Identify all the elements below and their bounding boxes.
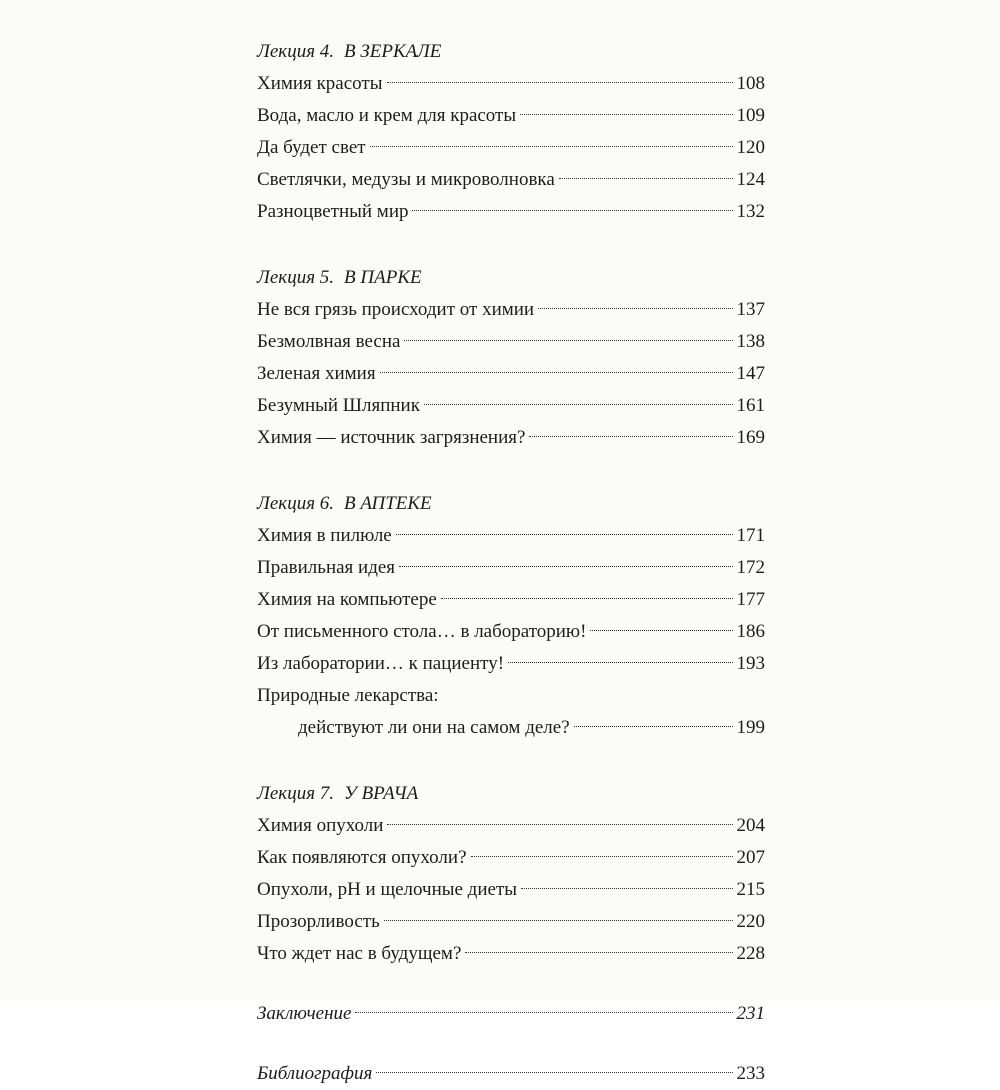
entry-title-continuation: действуют ли они на самом деле? [298,717,570,738]
toc-entry-conclusion [257,998,765,1030]
conclusion-title: Заключение [257,1003,352,1024]
section-spacer [257,228,765,262]
entry-page: 137 [736,299,765,320]
dot-leader [355,1012,732,1013]
entry-page: 147 [736,363,765,384]
lecture-heading [257,36,765,68]
toc-entry [257,196,765,228]
conclusion-page: 231 [736,1003,765,1024]
toc-entry [257,680,765,712]
entry-title: От письменного стола… в лабораторию! [257,621,587,642]
entry-page: 161 [736,395,765,416]
bibliography-title: Библиография [257,1063,373,1084]
lecture-title: У ВРАЧА [344,783,419,804]
dot-leader [412,210,732,211]
toc-entry [257,100,765,132]
dot-leader [574,726,733,727]
dot-leader [538,308,732,309]
entry-title: Из лаборатории… к пациенту! [257,653,505,674]
lecture-title: В ПАРКЕ [344,267,422,288]
toc-entry-bibliography [257,1058,765,1090]
entry-page: 109 [736,105,765,126]
toc-entry [257,422,765,454]
entry-title: Как появляются опухоли? [257,847,467,868]
toc-entry [257,390,765,422]
toc-entry [257,938,765,970]
toc-entry [257,616,765,648]
lecture-number: Лекция 4. [257,41,335,62]
entry-page: 220 [736,911,765,932]
entry-page: 207 [736,847,765,868]
lecture-section [257,262,765,454]
entry-page: 120 [736,137,765,158]
lecture-section [257,778,765,970]
entry-page: 199 [736,717,765,738]
section-spacer [257,970,765,998]
entry-title: Опухоли, pH и щелочные диеты [257,879,518,900]
dot-leader [471,856,733,857]
lecture-heading [257,778,765,810]
lecture-title: В АПТЕКЕ [344,493,432,514]
toc-entry [257,648,765,680]
toc-entry [257,164,765,196]
entry-title: Химия красоты [257,73,383,94]
entry-title: Разноцветный мир [257,201,409,222]
entry-page: 193 [736,653,765,674]
toc-entry [257,842,765,874]
dot-leader [376,1072,732,1073]
dot-leader [521,888,732,889]
dot-leader [520,114,732,115]
section-spacer [257,744,765,778]
lecture-title: В ЗЕРКАЛЕ [344,41,442,62]
entry-title: Да будет свет [257,137,366,158]
dot-leader [424,404,733,405]
dot-leader [370,146,733,147]
dot-leader [441,598,733,599]
entry-page: 228 [736,943,765,964]
dot-leader [399,566,732,567]
toc-entry [257,552,765,584]
dot-leader [590,630,732,631]
entry-title: Не вся грязь происходит от химии [257,299,535,320]
entry-page: 186 [736,621,765,642]
entry-page: 132 [736,201,765,222]
section-spacer [257,454,765,488]
lecture-number: Лекция 7. [257,783,335,804]
lecture-number: Лекция 5. [257,267,335,288]
toc-entry [257,132,765,164]
dot-leader [387,824,732,825]
dot-leader [465,952,732,953]
entry-page: 172 [736,557,765,578]
entry-title: Безумный Шляпник [257,395,420,416]
toc-entry [257,294,765,326]
entry-title: Природные лекарства: [257,685,439,706]
entry-title: Прозорливость [257,911,380,932]
toc-entry [257,68,765,100]
entry-title: Светлячки, медузы и микроволновка [257,169,555,190]
entry-page: 177 [736,589,765,610]
dot-leader [380,372,733,373]
toc-entry [257,326,765,358]
entry-title: Химия — источник загрязнения? [257,427,526,448]
lecture-heading [257,488,765,520]
dot-leader [396,534,733,535]
lecture-section [257,36,765,228]
entry-page: 169 [736,427,765,448]
entry-page: 204 [736,815,765,836]
entry-page: 138 [736,331,765,352]
toc-entry [257,584,765,616]
toc-entry [257,874,765,906]
entry-page: 108 [736,73,765,94]
section-spacer [257,1030,765,1058]
toc-entry-continuation [257,712,765,744]
toc-entry [257,810,765,842]
entry-title: Правильная идея [257,557,396,578]
entry-page: 171 [736,525,765,546]
dot-leader [387,82,733,83]
toc-entry [257,520,765,552]
entry-title: Химия на компьютере [257,589,437,610]
entry-page: 124 [736,169,765,190]
entry-title: Безмолвная весна [257,331,401,352]
dot-leader [559,178,733,179]
toc-entry [257,906,765,938]
entry-title: Что ждет нас в будущем? [257,943,462,964]
entry-title: Зеленая химия [257,363,376,384]
lecture-number: Лекция 6. [257,493,335,514]
entry-page: 215 [736,879,765,900]
dot-leader [508,662,732,663]
entry-title: Химия опухоли [257,815,384,836]
dot-leader [404,340,732,341]
table-of-contents [257,36,765,1090]
entry-title: Вода, масло и крем для красоты [257,105,517,126]
toc-entry [257,358,765,390]
dot-leader [529,436,732,437]
entry-title: Химия в пилюле [257,525,392,546]
bibliography-page: 233 [736,1063,765,1084]
lecture-section [257,488,765,744]
dot-leader [384,920,733,921]
lecture-heading [257,262,765,294]
